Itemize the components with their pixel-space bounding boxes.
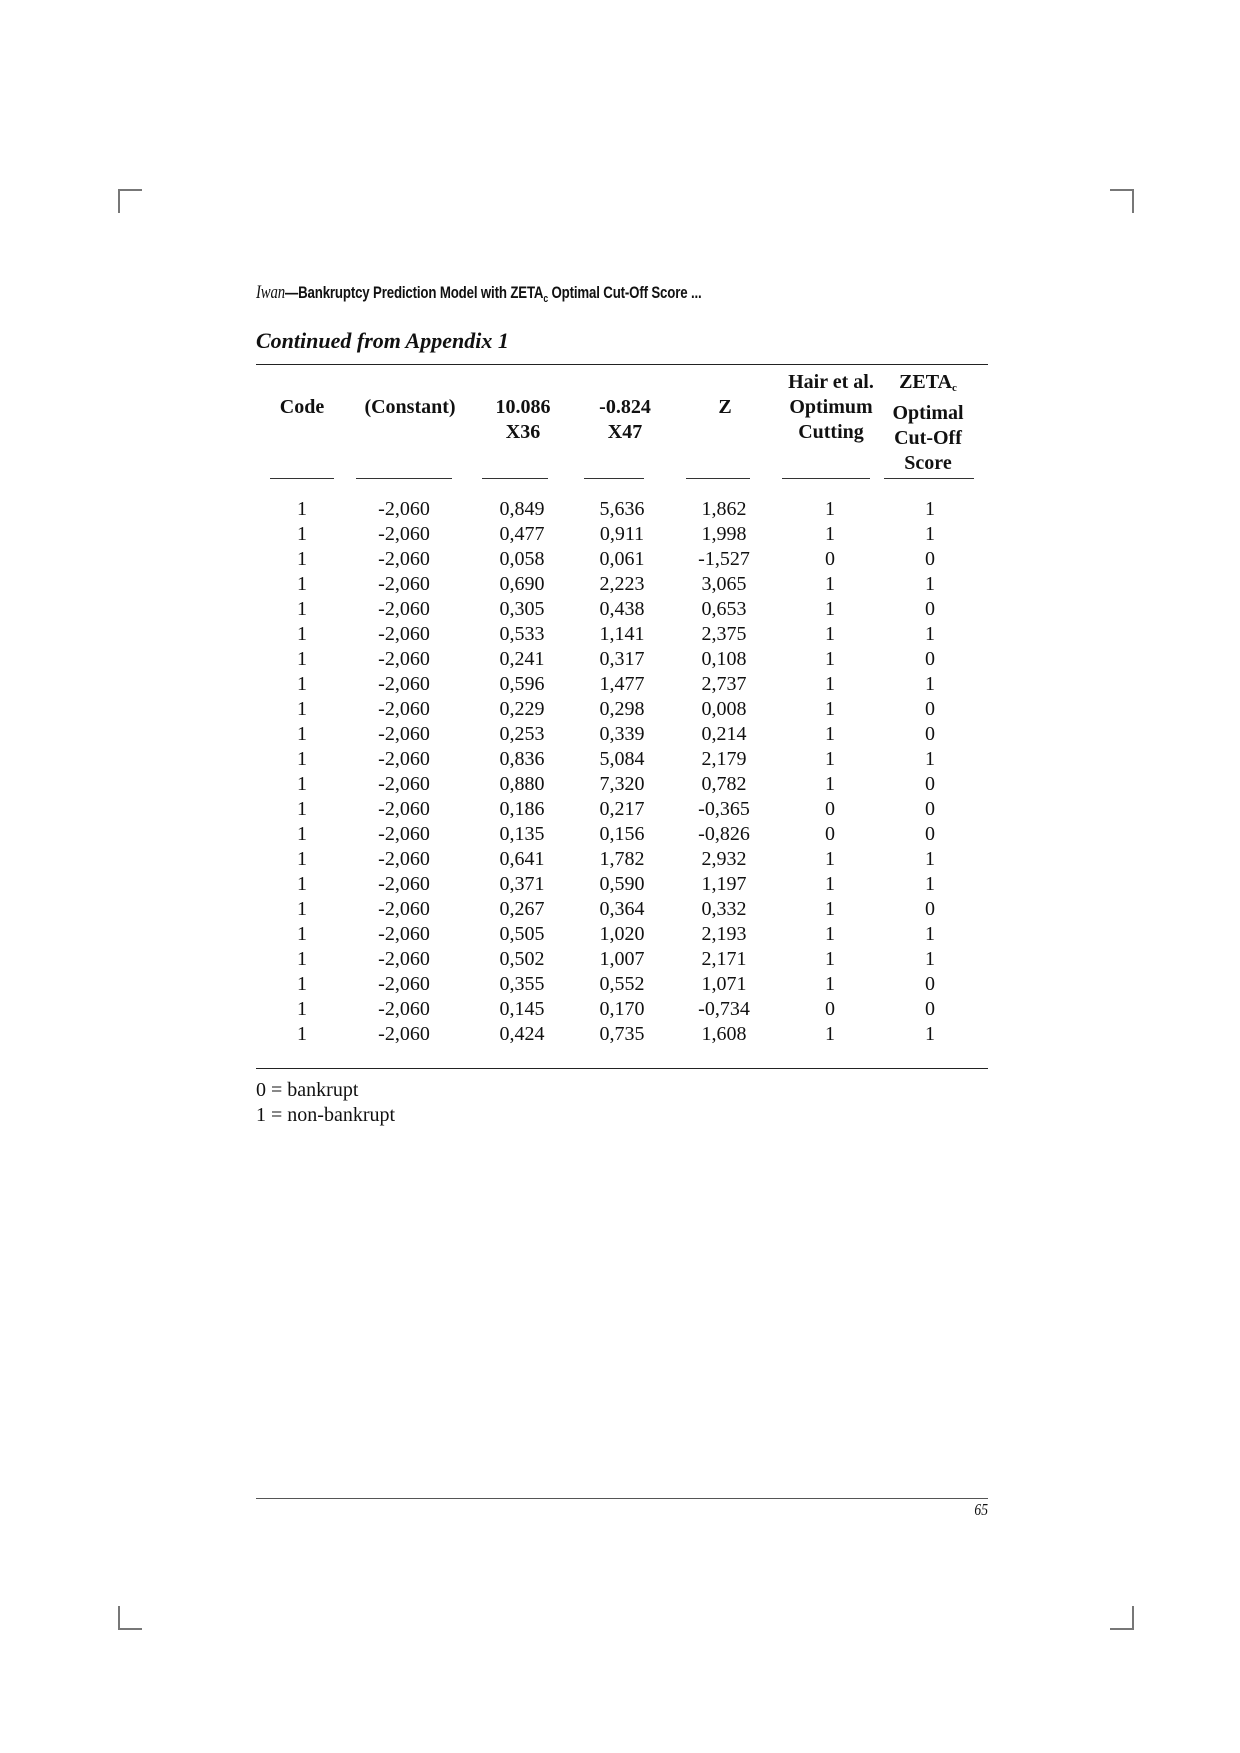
cell-x36: 0,533 [499, 623, 545, 645]
table-notes [256, 1078, 395, 1128]
cell-x47: 0,317 [599, 648, 645, 670]
cell-x36: 0,502 [499, 948, 545, 970]
cell-hair-cut: 1 [825, 723, 835, 745]
cell-constant: -2,060 [378, 673, 430, 695]
cell-hair-cut: 1 [825, 648, 835, 670]
cell-zeta-cut: 1 [925, 623, 935, 645]
note-non-bankrupt: 1 = non-bankrupt [256, 1104, 396, 1126]
cell-hair-cut: 1 [825, 923, 835, 945]
cell-zeta-cut: 0 [925, 773, 935, 795]
cell-constant: -2,060 [378, 923, 430, 945]
table-row [0, 622, 1240, 647]
cell-zeta-cut: 1 [925, 498, 935, 520]
header-underline-hair [782, 478, 870, 479]
cell-constant: -2,060 [378, 523, 430, 545]
cell-code: 1 [297, 873, 307, 895]
cell-hair-cut: 0 [825, 823, 835, 845]
cell-constant: -2,060 [378, 548, 430, 570]
header-underline-z [686, 478, 750, 479]
header-constant: (Constant) [364, 396, 456, 418]
cell-code: 1 [297, 598, 307, 620]
cell-z: 0,782 [701, 773, 747, 795]
cell-zeta-cut: 0 [925, 598, 935, 620]
table-row [0, 597, 1240, 622]
cell-constant: -2,060 [378, 948, 430, 970]
cell-constant: -2,060 [378, 773, 430, 795]
cell-zeta-cut: 1 [925, 1023, 935, 1045]
cell-zeta-cut: 0 [925, 698, 935, 720]
cell-x47: 5,084 [599, 748, 645, 770]
table-top-rule [256, 364, 988, 365]
table-row [0, 647, 1240, 672]
table-row [0, 772, 1240, 797]
cell-hair-cut: 1 [825, 623, 835, 645]
cell-hair-cut: 1 [825, 748, 835, 770]
cell-z: -1,527 [698, 548, 750, 570]
cell-x47: 0,438 [599, 598, 645, 620]
cell-x47: 1,007 [599, 948, 645, 970]
cell-x36: 0,135 [499, 823, 545, 845]
cell-constant: -2,060 [378, 973, 430, 995]
cell-hair-cut: 1 [825, 598, 835, 620]
header-x47: -0.824 X47 [599, 396, 651, 443]
cell-x36: 0,241 [499, 648, 545, 670]
cell-z: 0,214 [701, 723, 747, 745]
header-underline-constant [356, 478, 452, 479]
cell-hair-cut: 1 [825, 948, 835, 970]
header-underline-zeta [884, 478, 974, 479]
cell-code: 1 [297, 523, 307, 545]
table-row [0, 947, 1240, 972]
cell-hair-cut: 1 [825, 1023, 835, 1045]
cell-x36: 0,145 [499, 998, 545, 1020]
cell-x47: 0,590 [599, 873, 645, 895]
table-row [0, 522, 1240, 547]
table-row [0, 572, 1240, 597]
header-underline-x47 [584, 478, 644, 479]
table-row [0, 672, 1240, 697]
cell-code: 1 [297, 898, 307, 920]
cell-code: 1 [297, 973, 307, 995]
cell-constant: -2,060 [378, 698, 430, 720]
cell-x47: 0,156 [599, 823, 645, 845]
cell-x36: 0,267 [499, 898, 545, 920]
cell-z: 1,608 [701, 1023, 747, 1045]
cell-x47: 0,298 [599, 698, 645, 720]
crop-mark-bottom-right [1110, 1606, 1134, 1630]
cell-x36: 0,424 [499, 1023, 545, 1045]
header-underline-code [270, 478, 334, 479]
cell-x36: 0,836 [499, 748, 545, 770]
cell-constant: -2,060 [378, 598, 430, 620]
table-row [0, 797, 1240, 822]
cell-hair-cut: 1 [825, 848, 835, 870]
table-bottom-rule [256, 1068, 988, 1069]
cell-zeta-cut: 0 [925, 998, 935, 1020]
cell-code: 1 [297, 748, 307, 770]
cell-hair-cut: 0 [825, 548, 835, 570]
cell-x47: 0,364 [599, 898, 645, 920]
cell-z: 0,653 [701, 598, 747, 620]
cell-zeta-cut: 1 [925, 848, 935, 870]
cell-x36: 0,058 [499, 548, 545, 570]
cell-code: 1 [297, 823, 307, 845]
cell-zeta-cut: 1 [925, 523, 935, 545]
cell-code: 1 [297, 548, 307, 570]
cell-z: 1,071 [701, 973, 747, 995]
cell-hair-cut: 0 [825, 998, 835, 1020]
table-row [0, 972, 1240, 997]
cell-x47: 2,223 [599, 573, 645, 595]
cell-zeta-cut: 0 [925, 648, 935, 670]
cell-z: 0,008 [701, 698, 747, 720]
cell-hair-cut: 1 [825, 973, 835, 995]
table-row [0, 922, 1240, 947]
header-zeta: $ZETA_c$ Optimal Cut-Off Score [892, 371, 964, 474]
cell-constant: -2,060 [378, 798, 430, 820]
crop-mark-bottom-left [118, 1606, 142, 1630]
running-head [256, 282, 702, 305]
cell-z: 1,197 [701, 873, 747, 895]
cell-x47: 0,735 [599, 1023, 645, 1045]
header-hair: Hair et al. Optimum Cutting [788, 371, 874, 443]
cell-code: 1 [297, 673, 307, 695]
cell-hair-cut: 1 [825, 873, 835, 895]
header-z: Z [718, 396, 732, 418]
cell-zeta-cut: 0 [925, 898, 935, 920]
cell-zeta-cut: 1 [925, 948, 935, 970]
header-underline-x36 [482, 478, 548, 479]
cell-x47: 1,141 [599, 623, 645, 645]
cell-z: 0,108 [701, 648, 747, 670]
cell-hair-cut: 1 [825, 523, 835, 545]
cell-zeta-cut: 0 [925, 548, 935, 570]
cell-x47: 1,782 [599, 848, 645, 870]
cell-zeta-cut: 1 [925, 923, 935, 945]
cell-x47: 0,061 [599, 548, 645, 570]
cell-code: 1 [297, 698, 307, 720]
footer-rule [256, 1498, 988, 1499]
cell-z: 2,737 [701, 673, 747, 695]
cell-x36: 0,880 [499, 773, 545, 795]
cell-code: 1 [297, 848, 307, 870]
cell-x36: 0,596 [499, 673, 545, 695]
table-row [0, 747, 1240, 772]
cell-z: 3,065 [701, 573, 747, 595]
cell-x47: 0,170 [599, 998, 645, 1020]
table-row [0, 847, 1240, 872]
cell-z: 1,998 [701, 523, 747, 545]
cell-constant: -2,060 [378, 748, 430, 770]
cell-z: -0,826 [698, 823, 750, 845]
note-bankrupt: 0 = bankrupt [256, 1079, 359, 1101]
cell-hair-cut: 1 [825, 898, 835, 920]
cell-z: 2,932 [701, 848, 747, 870]
cell-x36: 0,305 [499, 598, 545, 620]
cell-z: 2,171 [701, 948, 747, 970]
cell-z: 1,862 [701, 498, 747, 520]
cell-constant: -2,060 [378, 573, 430, 595]
cell-constant: -2,060 [378, 898, 430, 920]
crop-mark-top-left [118, 189, 142, 213]
running-head-title: —Bankruptcy Prediction Model with ZETA [285, 283, 544, 302]
cell-x36: 0,371 [499, 873, 545, 895]
cell-constant: -2,060 [378, 623, 430, 645]
cell-x36: 0,355 [499, 973, 545, 995]
cell-zeta-cut: 0 [925, 723, 935, 745]
cell-x36: 0,477 [499, 523, 545, 545]
cell-code: 1 [297, 998, 307, 1020]
cell-code: 1 [297, 573, 307, 595]
cell-code: 1 [297, 948, 307, 970]
cell-zeta-cut: 0 [925, 973, 935, 995]
table-row [0, 822, 1240, 847]
cell-z: -0,365 [698, 798, 750, 820]
cell-hair-cut: 1 [825, 573, 835, 595]
table-row [0, 872, 1240, 897]
cell-constant: -2,060 [378, 823, 430, 845]
cell-x47: 5,636 [599, 498, 645, 520]
cell-code: 1 [297, 723, 307, 745]
cell-code: 1 [297, 1023, 307, 1045]
cell-constant: -2,060 [378, 1023, 430, 1045]
cell-z: 0,332 [701, 898, 747, 920]
cell-constant: -2,060 [378, 648, 430, 670]
cell-x47: 0,339 [599, 723, 645, 745]
cell-z: -0,734 [698, 998, 750, 1020]
cell-z: 2,375 [701, 623, 747, 645]
cell-code: 1 [297, 923, 307, 945]
cell-x47: 0,552 [599, 973, 645, 995]
cell-hair-cut: 1 [825, 698, 835, 720]
header-x36: 10.086 X36 [495, 396, 551, 443]
table-row [0, 897, 1240, 922]
header-code: Code [279, 396, 325, 418]
cell-hair-cut: 1 [825, 498, 835, 520]
table-row [0, 697, 1240, 722]
cell-x36: 0,229 [499, 698, 545, 720]
cell-constant: -2,060 [378, 498, 430, 520]
cell-constant: -2,060 [378, 998, 430, 1020]
crop-mark-top-right [1110, 189, 1134, 213]
cell-zeta-cut: 1 [925, 748, 935, 770]
table-row [0, 547, 1240, 572]
table-caption: Continued from Appendix 1 [256, 328, 509, 353]
cell-x36: 0,253 [499, 723, 545, 745]
table-row [0, 1022, 1240, 1047]
cell-zeta-cut: 0 [925, 798, 935, 820]
cell-zeta-cut: 0 [925, 823, 935, 845]
cell-code: 1 [297, 498, 307, 520]
cell-zeta-cut: 1 [925, 873, 935, 895]
cell-x36: 0,186 [499, 798, 545, 820]
cell-x47: 1,020 [599, 923, 645, 945]
cell-code: 1 [297, 773, 307, 795]
cell-x36: 0,505 [499, 923, 545, 945]
running-head-title-end: Optimal Cut-Off Score ... [547, 283, 702, 302]
cell-x36: 0,690 [499, 573, 545, 595]
running-head-subscript: c [543, 293, 548, 305]
cell-code: 1 [297, 623, 307, 645]
table-row [0, 997, 1240, 1022]
cell-hair-cut: 0 [825, 798, 835, 820]
cell-x47: 1,477 [599, 673, 645, 695]
cell-constant: -2,060 [378, 848, 430, 870]
cell-hair-cut: 1 [825, 673, 835, 695]
cell-z: 2,193 [701, 923, 747, 945]
cell-z: 2,179 [701, 748, 747, 770]
cell-constant: -2,060 [378, 873, 430, 895]
cell-x36: 0,641 [499, 848, 545, 870]
cell-x47: 0,217 [599, 798, 645, 820]
table-row [0, 497, 1240, 522]
cell-x36: 0,849 [499, 498, 545, 520]
cell-hair-cut: 1 [825, 773, 835, 795]
page-number: 65 [974, 1500, 988, 1519]
running-head-author: Iwan [256, 282, 286, 303]
cell-x47: 0,911 [599, 523, 645, 545]
cell-code: 1 [297, 648, 307, 670]
cell-constant: -2,060 [378, 723, 430, 745]
table-row [0, 722, 1240, 747]
cell-x47: 7,320 [599, 773, 645, 795]
cell-code: 1 [297, 798, 307, 820]
cell-zeta-cut: 1 [925, 673, 935, 695]
cell-zeta-cut: 1 [925, 573, 935, 595]
